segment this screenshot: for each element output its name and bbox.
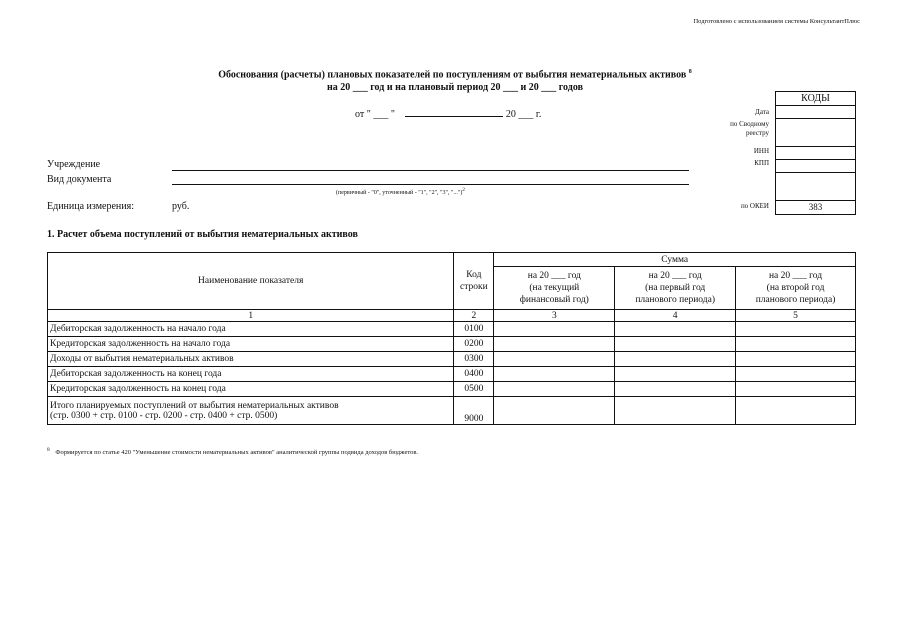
title-line2: на 20 ___ год и на плановый период 20 ___ и 20 ___ годов <box>327 82 583 94</box>
codes-svod-label <box>649 120 769 138</box>
section-title: 1. Расчет объема поступлений от выбытия нематериальных активов <box>47 229 358 240</box>
footnote <box>47 447 418 456</box>
codes-box <box>775 91 856 215</box>
row-value-col3[interactable] <box>494 337 615 352</box>
codes-header: КОДЫ <box>776 92 855 106</box>
codes-okei-label: по ОКЕИ <box>740 202 769 210</box>
date-year: 20 ___ г. <box>505 109 542 120</box>
title-footnote-mark: 8 <box>688 69 692 75</box>
date-prefix: от " ___ " <box>355 109 395 120</box>
row-code: 0400 <box>454 367 494 382</box>
row-value-col5[interactable] <box>736 352 856 367</box>
doc-type-hint-text: (первичный - "0", уточненный - "1", "2", "3", "...") <box>336 190 463 196</box>
codes-inn-label: ИНН <box>753 147 769 155</box>
row-value-col4[interactable] <box>615 367 736 382</box>
total-value-col4[interactable] <box>615 397 736 425</box>
table-row <box>48 367 856 382</box>
header-name: Наименование показателя <box>48 253 454 310</box>
row-value-col3[interactable] <box>494 382 615 397</box>
codes-okei-cell: 383 <box>808 202 823 212</box>
codes-svod-cell[interactable] <box>776 119 855 147</box>
codes-date-label: Дата <box>755 108 769 116</box>
row-value-col3[interactable] <box>494 322 615 337</box>
col-num-4: 4 <box>615 310 736 322</box>
header-code-text: Код строки <box>460 270 488 292</box>
header-sum: Сумма <box>494 253 856 267</box>
total-name <box>48 397 454 425</box>
header-col5: на 20 ___ год (на второй год планового периода) <box>736 267 856 310</box>
codes-doc-type-cell[interactable] <box>776 173 855 201</box>
row-value-col5[interactable] <box>736 367 856 382</box>
total-code: 9000 <box>454 397 494 425</box>
codes-kpp-cell[interactable] <box>776 160 855 173</box>
row-value-col3[interactable] <box>494 367 615 382</box>
doc-type-hint-mark: 2 <box>462 188 465 193</box>
page-title <box>150 66 760 94</box>
footnote-mark: 8 <box>47 447 50 453</box>
total-name-line2: (стр. 0300 + стр. 0100 - стр. 0200 - стр. 0400 + стр. 0500) <box>50 410 278 421</box>
total-value-col3[interactable] <box>494 397 615 425</box>
header-code <box>454 253 494 310</box>
doc-type-label: Вид документа <box>47 174 112 185</box>
col-num-2: 2 <box>454 310 494 322</box>
total-value-col5[interactable] <box>736 397 856 425</box>
row-name: Кредиторская задолженность на конец года <box>48 382 454 397</box>
codes-kpp-label: КПП <box>754 159 769 167</box>
col-num-3: 3 <box>494 310 615 322</box>
calc-table <box>47 252 856 425</box>
footnote-text: Формируется по статье 420 "Уменьшение стоимости нематериальных активов" аналитической группы подвида доходов бюджетов. <box>55 449 419 457</box>
doc-type-hint <box>336 188 465 196</box>
table-row <box>48 352 856 367</box>
row-value-col5[interactable] <box>736 337 856 352</box>
table-row <box>48 322 856 337</box>
row-code: 0500 <box>454 382 494 397</box>
header-col4: на 20 ___ год (на первый год планового периода) <box>615 267 736 310</box>
total-name-line1: Итого планируемых поступлений от выбытия нематериальных активов <box>50 400 339 411</box>
row-name: Доходы от выбытия нематериальных активов <box>48 352 454 367</box>
row-value-col3[interactable] <box>494 352 615 367</box>
total-row <box>48 397 856 425</box>
doc-type-field[interactable] <box>172 184 689 185</box>
header-col3: на 20 ___ год (на текущий финансовый год) <box>494 267 615 310</box>
institution-label: Учреждение <box>47 159 101 170</box>
row-value-col4[interactable] <box>615 337 736 352</box>
table-row <box>48 382 856 397</box>
row-value-col4[interactable] <box>615 322 736 337</box>
top-note: Подготовлено с использованием системы КонсультантПлюс <box>693 18 860 25</box>
codes-inn-cell[interactable] <box>776 147 855 160</box>
col-num-5: 5 <box>736 310 856 322</box>
row-value-col5[interactable] <box>736 382 856 397</box>
date-month-field[interactable] <box>405 107 503 117</box>
col-num-1: 1 <box>48 310 454 322</box>
institution-field[interactable] <box>172 170 689 171</box>
date-line <box>355 107 541 120</box>
row-code: 0300 <box>454 352 494 367</box>
row-name: Дебиторская задолженность на конец года <box>48 367 454 382</box>
row-name: Дебиторская задолженность на начало года <box>48 322 454 337</box>
row-value-col4[interactable] <box>615 382 736 397</box>
codes-date-cell[interactable] <box>776 106 855 119</box>
codes-svod-text: по Сводному реестру <box>730 120 769 137</box>
unit-value: руб. <box>172 201 190 212</box>
row-code: 0200 <box>454 337 494 352</box>
unit-label: Единица измерения: <box>47 201 134 212</box>
row-name: Кредиторская задолженность на начало года <box>48 337 454 352</box>
table-row <box>48 337 856 352</box>
column-numbers-row <box>48 310 856 322</box>
row-code: 0100 <box>454 322 494 337</box>
row-value-col4[interactable] <box>615 352 736 367</box>
title-line1: Обоснования (расчеты) плановых показателей по поступлениям от выбытия нематериальных активов <box>218 69 687 81</box>
row-value-col5[interactable] <box>736 322 856 337</box>
